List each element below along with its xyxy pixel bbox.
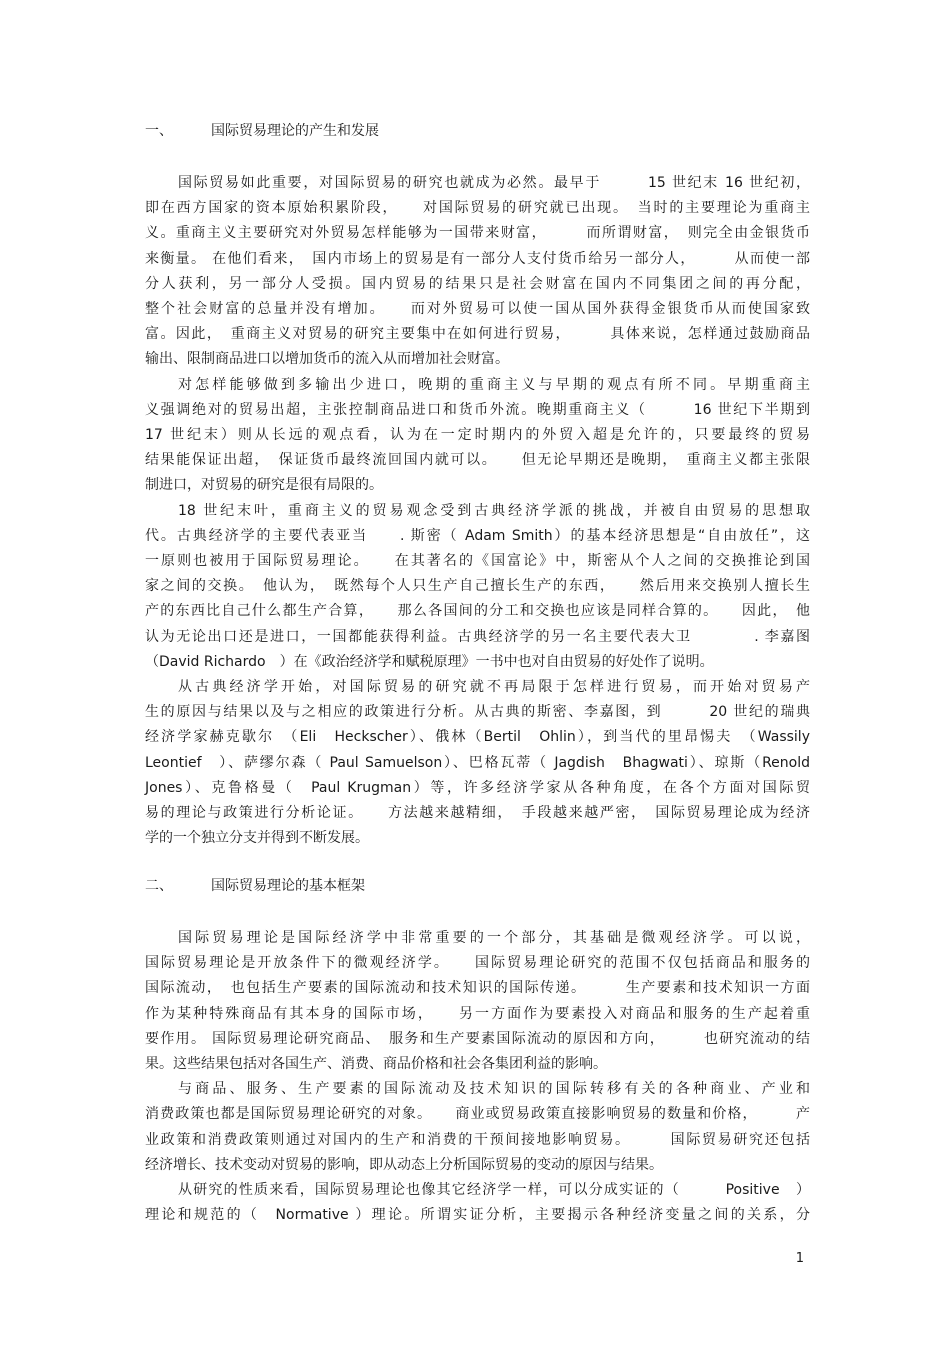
paragraph-line: 从古典经济学开始，对国际贸易的研究就不再局限于怎样进行贸易，而开始对贸易产 [178, 679, 810, 695]
paragraph-line: 与商品、服务、生产要素的国际流动及技术知识的国际转移有关的各种商业、产业和 [178, 1081, 810, 1098]
paragraph-line: 学的一个独立分支并得到不断发展。 [145, 830, 369, 847]
paragraph-line: 国际贸易如此重要，对国际贸易的研究也就成为必然。最早于 15 世纪末 16 世纪初， [178, 175, 810, 191]
section-number: 二、 [145, 878, 173, 894]
section-title: 国际贸易理论的产生和发展 [211, 123, 379, 139]
section-heading [145, 121, 379, 141]
paragraph-line: 输出、限制商品进口以增加货币的流入从而增加社会财富。 [145, 351, 509, 368]
section-heading [145, 876, 365, 896]
paragraph-line: 产的东西比自己什么都生产合算， 那么各国间的分工和交换也应该是同样合算的。 因此， 他 [145, 603, 810, 620]
paragraph-line: （David Richardo ）在《政治经济学和赋税原理》一书中也对自由贸易的好处作了说明。 [145, 653, 714, 670]
page-number: 1 [795, 1251, 804, 1266]
paragraph-line: 理论和规范的（ Normative ）理论。所谓实证分析，主要揭示各种经济变量之间的关系，分 [145, 1207, 810, 1224]
paragraph-line: 家之间的交换。 他认为， 既然每个人只生产自己擅长生产的东西， 然后用来交换别人擅长生 [145, 578, 810, 595]
paragraph-line: 制进口，对贸易的研究是很有局限的。 [145, 477, 383, 494]
paragraph-line: 义。重商主义主要研究对外贸易怎样能够为一国带来财富， 而所谓财富， 则完全由金银货币 [145, 225, 810, 242]
paragraph-line: 经济学家赫克歇尔 （Eli Heckscher）、俄林（Bertil Ohlin），到当代的里昂惕夫 （Wassily [145, 729, 810, 746]
paragraph-line: 即在西方国家的资本原始积累阶段， 对国际贸易的研究就已出现。 当时的主要理论为重商主 [145, 200, 810, 217]
paragraph-line: 一原则也被用于国际贸易理论。 在其著名的《国富论》中，斯密从个人之间的交换推论到国 [145, 553, 810, 569]
paragraph-line: 果。这些结果包括对各国生产、消费、商品价格和社会各集团利益的影响。 [145, 1056, 607, 1072]
paragraph-line: 结果能保证出超， 保证货币最终流回国内就可以。 但无论早期还是晚期， 重商主义都主张限 [145, 452, 810, 469]
paragraph-line: 认为无论出口还是进口，一国都能获得利益。古典经济学的另一名主要代表大卫 . 李嘉图 [145, 628, 810, 645]
paragraph-line: Jones）、克鲁格曼（ Paul Krugman）等，许多经济学家从各种角度，在各个方面对国际贸 [145, 779, 810, 796]
paragraph-line: 生的原因与结果以及与之相应的政策进行分析。从古典的斯密、李嘉图，到 20 世纪的瑞典 [145, 704, 810, 721]
paragraph-line: 17 世纪末）则从长远的观点看，认为在一定时期内的外贸入超是允许的，只要最终的贸易 [145, 427, 810, 443]
paragraph-line: 整个社会财富的总量并没有增加。 而对外贸易可以使一国从国外获得金银货币从而使国家致 [145, 301, 810, 317]
section-number: 一、 [145, 123, 173, 139]
paragraph-line: 富。因此， 重商主义对贸易的研究主要集中在如何进行贸易， 具体来说，怎样通过鼓励商品 [145, 326, 810, 343]
paragraph-line: 从研究的性质来看，国际贸易理论也像其它经济学一样，可以分成实证的（ Positive ） [178, 1182, 810, 1198]
paragraph-line: 对怎样能够做到多输出少进口，晚期的重商主义与早期的观点有所不同。早期重商主 [178, 376, 810, 393]
paragraph-line: 国际贸易理论是国际经济学中非常重要的一个部分，其基础是微观经济学。可以说， [178, 930, 810, 946]
paragraph-line: 作为某种特殊商品有其本身的国际市场， 另一方面作为要素投入对商品和服务的生产起着重 [145, 1005, 810, 1022]
paragraph-line: 易的理论与政策进行分析论证。 方法越来越精细， 手段越来越严密， 国际贸易理论成为经济 [145, 805, 810, 821]
paragraph-line: 来衡量。 在他们看来， 国内市场上的贸易是有一部分人支付货币给另一部分人， 从而使一部 [145, 250, 810, 267]
paragraph-line: 国际贸易理论是开放条件下的微观经济学。 国际贸易理论研究的范围不仅包括商品和服务的 [145, 955, 810, 972]
paragraph-line: Leontief ）、萨缪尔森（ Paul Samuelson）、巴格瓦蒂（ Jagdish Bhagwati）、琼斯（Renold [145, 754, 810, 771]
section-title: 国际贸易理论的基本框架 [211, 878, 365, 894]
paragraph-line: 义强调绝对的贸易出超，主张控制商品进口和货币外流。晚期重商主义（ 16 世纪下半期到 [145, 401, 810, 418]
paragraph-line: 业政策和消费政策则通过对国内的生产和消费的干预间接地影响贸易。 国际贸易研究还包括 [145, 1131, 810, 1148]
paragraph-line: 要作用。 国际贸易理论研究商品、 服务和生产要素国际流动的原因和方向， 也研究流动的结 [145, 1030, 810, 1047]
paragraph-line: 经济增长、技术变动对贸易的影响，即从动态上分析国际贸易的变动的原因与结果。 [145, 1156, 663, 1173]
paragraph-line: 国际流动， 也包括生产要素的国际流动和技术知识的国际传递。 生产要素和技术知识一方面 [145, 980, 810, 997]
paragraph-line: 18 世纪末叶，重商主义的贸易观念受到古典经济学派的挑战，并被自由贸易的思想取 [178, 502, 810, 519]
paragraph-line: 分人获利，另一部分人受损。国内贸易的结果只是社会财富在国内不同集团之间的再分配， [145, 275, 810, 292]
paragraph-line: 消费政策也都是国际贸易理论研究的对象。 商业或贸易政策直接影响贸易的数量和价格， 产 [145, 1106, 810, 1123]
paragraph-line: 代。古典经济学的主要代表亚当 . 斯密（ Adam Smith）的基本经济思想是“自由放任”，这 [145, 527, 810, 544]
